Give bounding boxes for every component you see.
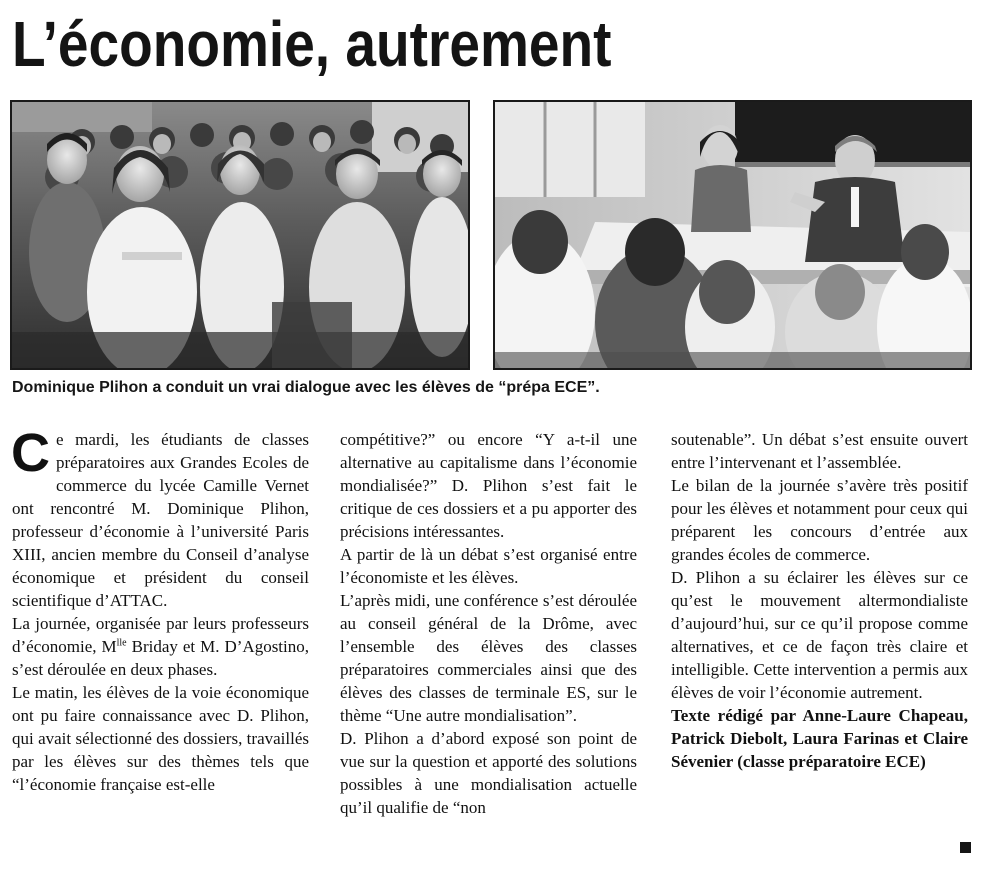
photo-speaker-table-image — [495, 102, 970, 368]
article-paragraph: A partir de là un débat s’est organisé entre l’économiste et les élèves. — [340, 545, 637, 587]
article-paragraph: Le matin, les élèves de la voie économique ont pu faire connaissance avec D. Plihon, qui avait sélectionné des dossiers, travaillés par les élèves sur des thèmes tels que “l’économie française est-elle — [12, 683, 309, 794]
paragraph-text: Briday et M. D’Agostino, s’est déroulée en deux phases. — [12, 637, 310, 679]
article-paragraph: soutenable”. Un débat s’est ensuite ouvert entre l’intervenant et l’assemblée. — [671, 430, 968, 472]
article-paragraph: compétitive?” ou encore “Y a-t-il une alternative au capitalisme dans l’économie mondialisée?” D. Plihon s’est fait le critique de ces dossiers et a pu apporter des précisions intéressantes. — [340, 430, 637, 541]
paragraph-text: La journée, organisée par leurs professeurs d’économie, M — [12, 614, 309, 656]
article-paragraph — [11, 423, 309, 612]
photo-students-auditorium — [10, 100, 470, 370]
article-paragraph: L’après midi, une conférence s’est déroulée au conseil général de la Drôme, avec l’ensemble des élèves des classes préparatoires commerciales ainsi que des élèves des classes de terminale ES, sur le thème “Une autre mondialisation”. — [340, 591, 637, 725]
paragraph-text: e mardi, les étudiants de classes préparatoires aux Grandes Ecoles de commerce du lycée Camille Vernet ont rencontré M. Dominique Plihon, professeur d’économie à l’université Paris XIII, ancien membre du Conseil d’analyse économique et président du conseil scientifique d’ATTAC. — [12, 430, 309, 610]
article-paragraph: D. Plihon a su éclairer les élèves sur ce qu’est le mouvement altermondialiste d’aujourd’hui, sur ce qu’il propose comme alternatives, et ce de façon très claire et intelligible. Cette intervention a permis aux élèves de voir l’économie autrement. — [671, 568, 968, 702]
drop-cap: C — [11, 423, 50, 483]
author-signature: Texte rédigé par Anne-Laure Chapeau, Patrick Diebolt, Laura Farinas et Claire Sévenier (classe préparatoire ECE) — [671, 706, 968, 771]
article-column-1 — [11, 423, 310, 796]
photo-speaker-table — [493, 100, 972, 370]
honorific-superscript: lle — [116, 637, 127, 649]
article-column-2 — [340, 428, 637, 819]
article-column-3 — [671, 428, 968, 773]
article-paragraph: Le bilan de la journée s’avère très positif pour les élèves et notamment pour ceux qui préparent les concours d’entrée aux grandes écoles de commerce. — [671, 476, 968, 564]
article-headline: L’économie, autrement — [12, 8, 612, 80]
article-paragraph: D. Plihon a d’abord exposé son point de vue sur la question et apporté des solutions possibles à une mondialisation actuelle qu’il qualifie de “non — [340, 729, 637, 817]
photo-caption: Dominique Plihon a conduit un vrai dialogue avec les élèves de “prépa ECE”. — [12, 379, 600, 396]
photo-students-auditorium-image — [12, 102, 468, 368]
end-of-article-mark — [960, 842, 971, 853]
article-paragraph — [12, 612, 309, 681]
